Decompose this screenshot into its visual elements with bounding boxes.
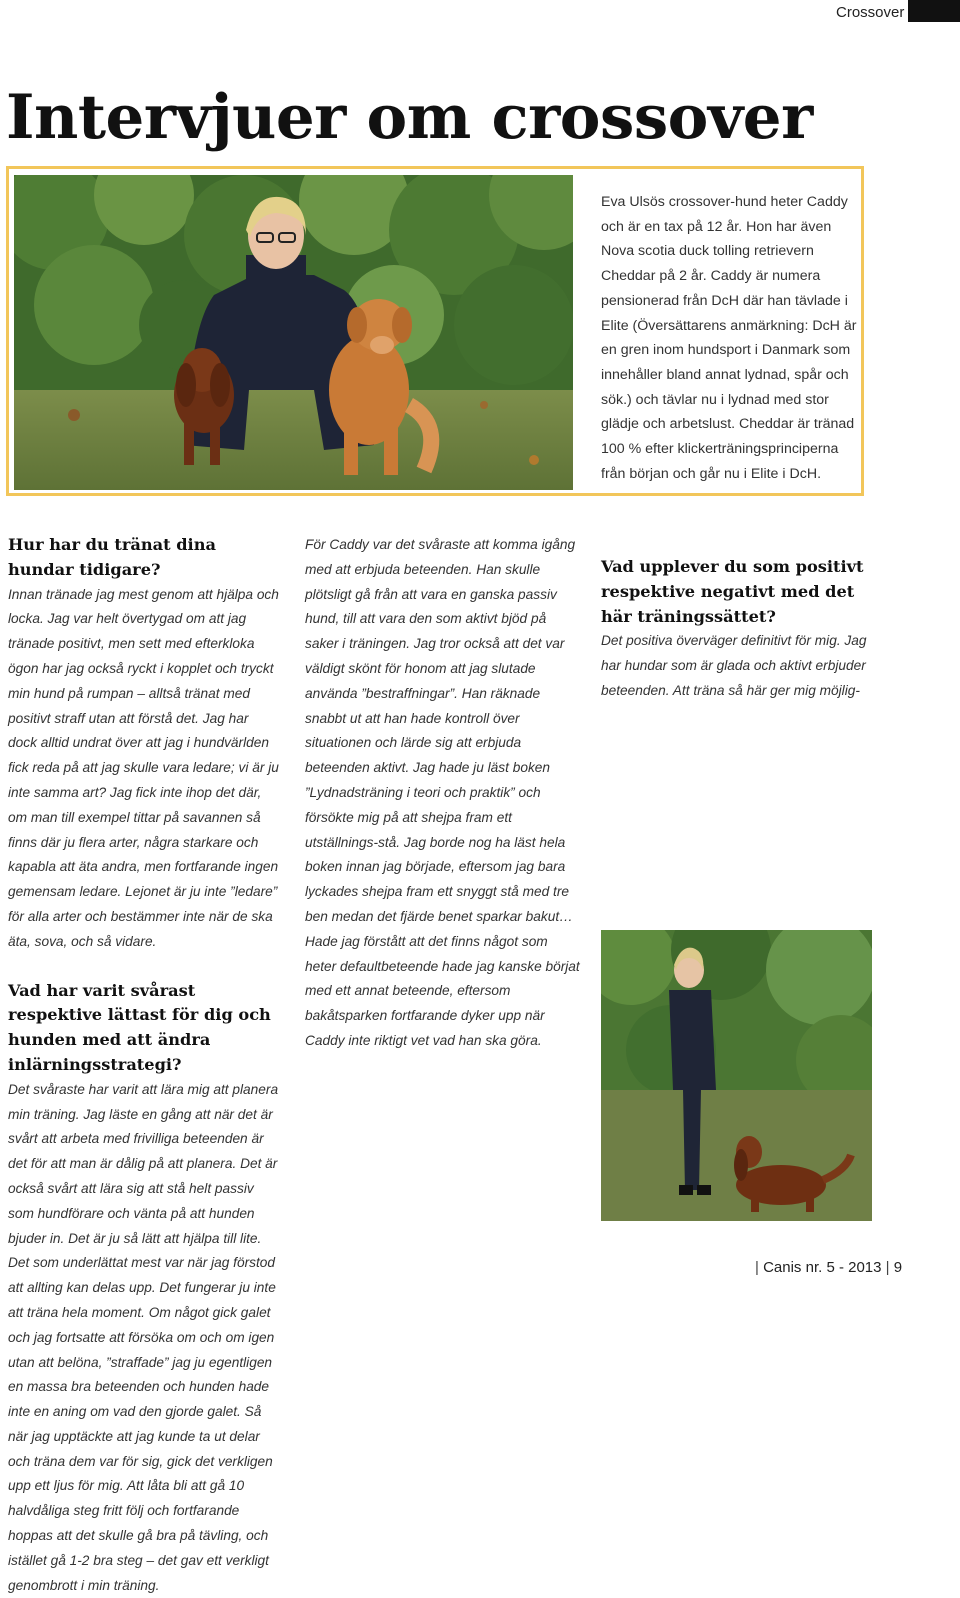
question-heading: Hur har du tränat dina hundar tidigare?: [8, 535, 216, 579]
answer-text: För Caddy var det svåraste att komma igång med att erbjuda beteenden. Han skulle plötsligt gå från att vara en ganska passiv hund, till att vara den som aktivt bjöd på saker i träningen. Jag tror också att det var väldigt skönt för honom att jag slutade använda ”bestraffningar”. Han räknade snabbt ut att han hade kontroll över situationen och lärde sig att erbjuda beteenden aktivt. Jag hade ju läst boken ”Lydnadsträning i teori och praktik” och försökte mig på att shejpa fram ett utställnings-stå. Jag borde nog ha läst hela boken innan jag började, eftersom jag bara lyckades shejpa fram ett snyggt stå med tre ben medan det fjärde benet sparkar bakut… Hade jag förstått att det finns något som heter defaultbeteende hade jag kanske börjat med ett annat beteende, eftersom bakåtsparken fortfarande dyker upp när Caddy inte riktigt vet vad han ska göra.: [305, 537, 580, 1048]
page-title: Intervjuer om crossover: [6, 82, 813, 153]
page-footer: [755, 1259, 902, 1276]
article-column-3: [601, 533, 873, 704]
answer-text: Det svåraste har varit att lära mig att planera min träning. Jag läste en gång att när det är svårt att arbeta med frivilliga beteenden är det för att man är dålig på att planera. Det är också svårt att lära sig att stå helt passiv som hundförare och vänta på att hunden bjuder in. Det är ju så lätt att hjälpa till lite. Det som underlättat mest var när jag förstod att allting kan delas upp. Det fungerar ju inte att träna hela moment. Om något gick galet och jag fortsatte att försöka om och om igen utan att belöna, ”straffade” jag ju egentligen en massa bra beteenden och hunden hade inte en aning om vad den gjorde galet. Så när jag upptäckte att jag kunde ta ut delar och träna dem var för sig, gick det verkligen upp ett ljus för mig. Att låta bli att gå 10 halvdåliga steg fritt följ och fortfarande hoppas att det skulle gå bra på tävling, och istället gå 1-2 bra steg – det gav ett verkligt genombrott i min träning.: [8, 1081, 279, 1593]
magazine-issue: Canis nr. 5 - 2013: [763, 1259, 882, 1276]
article-column-2: [305, 533, 580, 1054]
question-heading: Vad upplever du som positivt respektive negativt med det här träningssättet?: [601, 557, 864, 626]
photo-caption: Eva Ulsös crossover-hund heter Caddy och är en tax på 12 år. Hon har även Nova scotia duck tolling retrievern Cheddar på 2 år. Caddy är numera pensionerad från DcH där han tävlade i Elite (Översättarens anmärkning: DcH är en gren inom hundsport i Danmark som innehåller bland annat lydnad, spår och sök.) och tävlar nu i lydnad med stor glädje och arbetslust. Cheddar är tränad 100 % efter klickerträningsprinciperna från början och går nu i Elite i DcH.: [601, 194, 857, 482]
section-label: Crossover: [836, 4, 905, 21]
footer-divider: |: [755, 1259, 764, 1276]
footer-divider: |: [881, 1259, 894, 1276]
article-column-1: [8, 533, 280, 1598]
answer-text: Innan tränade jag mest genom att hjälpa och locka. Jag var helt övertygad om att jag tränade positivt, men sett med efterkloka ögon har jag också ryckt i kopplet och tryckt min hund på rumpan – alltså tränat med positivt straff utan att förstå det. Jag har dock alltid undrat över att jag i hundvärlden fick reda på att jag skulle vara ledare; vi är ju inte samma art? Jag fick inte ihop det där, om man till exempel tittar på savannen så finns där ju flera arter, några starkare och kapabla att äta andra, men fortfarande ingen gemensam ledare. Lejonet är ju inte ”ledare” för alla arter och bestämmer inte när de ska äta, sova, och så vidare.: [8, 586, 279, 949]
question-heading: Vad har varit svårast respektive lättast för dig och hunden med att ändra inlärningsstrategi?: [8, 980, 271, 1074]
main-photo-illustration: [14, 175, 573, 490]
page-number: 9: [893, 1259, 903, 1276]
secondary-photo: [601, 930, 872, 1221]
answer-text: Det positiva överväger definitivt för mig. Jag har hundar som är glada och aktivt erbjuder beteenden. Att träna så här ger mig möjlig-: [601, 633, 867, 698]
main-photo: [14, 175, 573, 490]
section-marker-bar: [908, 0, 960, 22]
secondary-photo-illustration: [601, 930, 872, 1221]
